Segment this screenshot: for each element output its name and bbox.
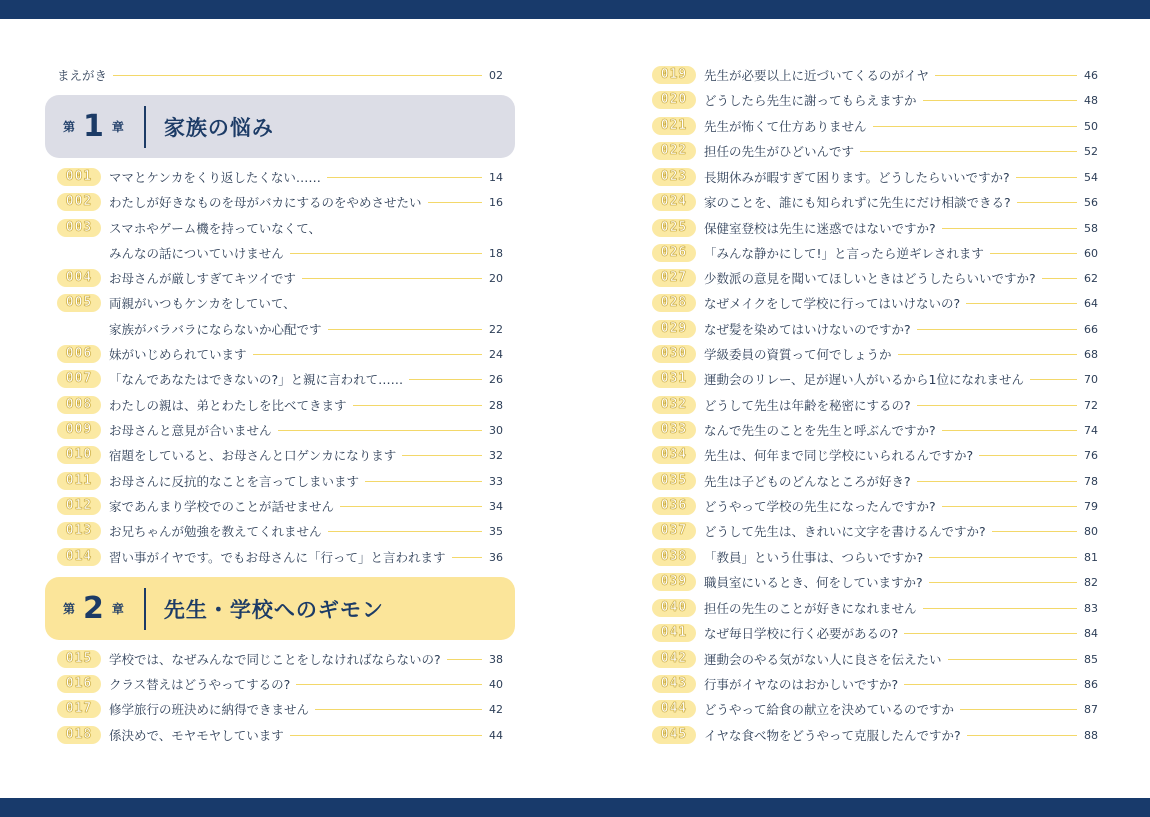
chapter-title: 先生・学校へのギモン (163, 597, 384, 622)
toc-entry[interactable] (652, 471, 1098, 491)
page-number: 22 (489, 322, 503, 336)
toc-entry[interactable] (57, 268, 503, 288)
leader-line (917, 405, 1077, 406)
entry-number-badge: 042 (652, 650, 696, 668)
entry-number-badge: 043 (652, 675, 696, 693)
page-number: 46 (1084, 68, 1098, 82)
toc-entry[interactable] (652, 521, 1098, 541)
toc-entry[interactable] (57, 699, 503, 719)
entry-number-badge: 045 (652, 726, 696, 744)
leader-line (447, 659, 482, 660)
leader-line (409, 379, 482, 380)
page-number: 02 (489, 68, 503, 82)
toc-entry[interactable] (652, 496, 1098, 516)
leader-line (990, 253, 1077, 254)
entry-title: 先生が怖くて仕方ありません (704, 119, 867, 134)
entry-number-badge: 024 (652, 193, 696, 211)
toc-entry[interactable] (57, 496, 503, 516)
entry-number-badge: 015 (57, 650, 101, 668)
toc-entry[interactable] (57, 243, 503, 263)
entry-number-badge: 014 (57, 548, 101, 566)
page-number: 18 (489, 246, 503, 260)
leader-line (923, 100, 1077, 101)
entry-number-badge: 009 (57, 421, 101, 439)
entry-title: 家のことを、誰にも知られずに先生にだけ相談できる? (704, 195, 1011, 210)
leader-line (948, 659, 1077, 660)
page-number: 48 (1084, 93, 1098, 107)
page-number: 42 (489, 702, 503, 716)
leader-line (353, 405, 482, 406)
page-number: 60 (1084, 246, 1098, 260)
toc-entry[interactable] (57, 471, 503, 491)
entry-number-badge: 032 (652, 396, 696, 414)
entry-title: 少数派の意見を聞いてほしいときはどうしたらいいですか? (704, 271, 1036, 286)
entry-title: 宿題をしていると、お母さんと口ゲンカになります (109, 448, 397, 463)
page-number: 56 (1084, 195, 1098, 209)
leader-line (960, 709, 1077, 710)
toc-entry[interactable] (652, 90, 1098, 110)
entry-number-badge: 010 (57, 446, 101, 464)
leader-line (1030, 379, 1077, 380)
page-number: 68 (1084, 347, 1098, 361)
page-number: 50 (1084, 119, 1098, 133)
page-number: 70 (1084, 372, 1098, 386)
page-number: 16 (489, 195, 503, 209)
entry-title: 先生は、何年まで同じ学校にいられるんですか? (704, 448, 974, 463)
toc-entry[interactable] (57, 547, 503, 567)
entry-number-badge: 021 (652, 117, 696, 135)
page-number: 88 (1084, 728, 1098, 742)
page-number: 64 (1084, 296, 1098, 310)
entry-title: 保健室登校は先生に迷惑ではないですか? (704, 221, 936, 236)
leader-line (1017, 202, 1077, 203)
leader-line (942, 228, 1077, 229)
bottom-border-bar (0, 798, 1150, 817)
leader-line (860, 151, 1077, 152)
page-number: 52 (1084, 144, 1098, 158)
leader-line (979, 455, 1077, 456)
entry-number-badge: 018 (57, 726, 101, 744)
entry-number-badge: 004 (57, 269, 101, 287)
page-number: 58 (1084, 221, 1098, 235)
chapter-number: 1 (83, 109, 104, 144)
entry-title: 先生が必要以上に近づいてくるのがイヤ (704, 68, 930, 83)
page-number: 74 (1084, 423, 1098, 437)
entry-number-badge: 016 (57, 675, 101, 693)
page-number: 26 (489, 372, 503, 386)
page-number: 34 (489, 499, 503, 513)
entry-number-badge: 020 (652, 91, 696, 109)
page-number: 83 (1084, 601, 1098, 615)
toc-entry[interactable] (652, 167, 1098, 187)
toc-entry[interactable] (652, 218, 1098, 238)
toc-entry[interactable] (652, 319, 1098, 339)
toc-entry[interactable] (652, 598, 1098, 618)
leader-line (296, 684, 482, 685)
entry-number-badge: 039 (652, 573, 696, 591)
entry-title: スマホやゲーム機を持っていなくて、 (109, 221, 322, 236)
entry-title: 家族がバラバラにならないか心配です (109, 322, 322, 337)
leader-line (917, 329, 1077, 330)
entry-number-badge: 008 (57, 396, 101, 414)
leader-line (290, 735, 482, 736)
page-number: 44 (489, 728, 503, 742)
toc-entry[interactable] (57, 649, 503, 669)
page-number: 28 (489, 398, 503, 412)
entry-title: お母さんが厳しすぎてキツイです (109, 271, 296, 286)
leader-line (935, 75, 1077, 76)
toc-entry[interactable] (652, 547, 1098, 567)
entry-number-badge: 031 (652, 370, 696, 388)
leader-line (1016, 177, 1077, 178)
page-number: 80 (1084, 524, 1098, 538)
toc-entry[interactable] (652, 699, 1098, 719)
toc-entry[interactable] (57, 218, 503, 238)
entry-number-badge (57, 320, 101, 338)
leader-line (327, 177, 482, 178)
leader-line (966, 303, 1077, 304)
page-number: 33 (489, 474, 503, 488)
entry-number-badge: 040 (652, 599, 696, 617)
entry-number-badge: 013 (57, 522, 101, 540)
entry-number-badge: 035 (652, 472, 696, 490)
entry-title: 職員室にいるとき、何をしていますか? (704, 575, 923, 590)
toc-entry[interactable] (652, 395, 1098, 415)
leader-line (428, 202, 482, 203)
entry-title: どうやって学校の先生になったんですか? (704, 499, 936, 514)
entry-title: 学校では、なぜみんなで同じことをしなければならないの? (109, 652, 441, 667)
page-number: 72 (1084, 398, 1098, 412)
leader-line (929, 557, 1077, 558)
leader-line (253, 354, 482, 355)
leader-line (1042, 278, 1077, 279)
entry-number-badge: 002 (57, 193, 101, 211)
page-number: 30 (489, 423, 503, 437)
page-number: 24 (489, 347, 503, 361)
entry-title: なぜ髪を染めてはいけないのですか? (704, 322, 911, 337)
leader-line (904, 633, 1077, 634)
chapter-divider (144, 588, 146, 630)
toc-entry[interactable] (57, 344, 503, 364)
page-number: 32 (489, 448, 503, 462)
entry-number-badge: 001 (57, 168, 101, 186)
chapter-dai: 第 (63, 602, 76, 616)
entry-title: イヤな食べ物をどうやって克服したんですか? (704, 728, 961, 743)
toc-entry[interactable] (57, 167, 503, 187)
leader-line (302, 278, 482, 279)
entry-title: クラス替えはどうやってするの? (109, 677, 291, 692)
chapter-2-banner (45, 577, 515, 640)
toc-entry[interactable] (57, 674, 503, 694)
toc-entry[interactable] (652, 674, 1098, 694)
leader-line (898, 354, 1077, 355)
toc-entry[interactable] (652, 65, 1098, 85)
leader-line (328, 329, 482, 330)
page-number: 14 (489, 170, 503, 184)
toc-entry[interactable] (652, 445, 1098, 465)
page-number: 35 (489, 524, 503, 538)
page-number: 84 (1084, 626, 1098, 640)
page-number: 20 (489, 271, 503, 285)
chapter-sho: 章 (111, 120, 124, 134)
toc-entry[interactable] (652, 192, 1098, 212)
entry-title: わたしの親は、弟とわたしを比べてきます (109, 398, 347, 413)
page-number: 85 (1084, 652, 1098, 666)
entry-number-badge: 006 (57, 345, 101, 363)
chapter-dai: 第 (63, 120, 76, 134)
entry-title: ママとケンカをくり返したくない…… (109, 170, 321, 185)
entry-number-badge: 025 (652, 219, 696, 237)
toc-entry[interactable] (652, 243, 1098, 263)
preface-label: まえがき (57, 68, 108, 83)
entry-number-badge: 007 (57, 370, 101, 388)
toc-entry[interactable] (57, 521, 503, 541)
entry-title: どうやって給食の献立を決めているのですか (704, 702, 955, 717)
entry-title: 担任の先生のことが好きになれません (704, 601, 917, 616)
leader-line (328, 531, 482, 532)
entry-number-badge: 023 (652, 168, 696, 186)
top-border-bar (0, 0, 1150, 19)
toc-entry[interactable] (652, 725, 1098, 745)
entry-title: お母さんと意見が合いません (109, 423, 272, 438)
chapter-divider (144, 106, 146, 148)
entry-title: なぜメイクをして学校に行ってはいけないの? (704, 296, 961, 311)
leader-line (365, 481, 482, 482)
entry-title: どうして先生は年齢を秘密にするの? (704, 398, 911, 413)
entry-number-badge: 012 (57, 497, 101, 515)
entry-number-badge: 026 (652, 244, 696, 262)
entry-title: 先生は子どものどんなところが好き? (704, 474, 911, 489)
toc-entry[interactable] (652, 649, 1098, 669)
entry-title: 運動会のやる気がない人に良さを伝えたい (704, 652, 942, 667)
entry-number-badge: 037 (652, 522, 696, 540)
entry-number-badge: 033 (652, 421, 696, 439)
page-number: 82 (1084, 575, 1098, 589)
entry-number-badge: 027 (652, 269, 696, 287)
toc-entry[interactable] (652, 268, 1098, 288)
entry-title: 「教員」という仕事は、つらいですか? (704, 550, 924, 565)
chapter-sho: 章 (111, 602, 124, 616)
leader-line (290, 253, 482, 254)
toc-entry[interactable] (652, 369, 1098, 389)
entry-title: 家であんまり学校でのことが話せません (109, 499, 335, 514)
entry-title: 長期休みが暇すぎて困ります。どうしたらいいですか? (704, 170, 1010, 185)
entry-title: お母さんに反抗的なことを言ってしまいます (109, 474, 360, 489)
toc-entry[interactable] (652, 293, 1098, 313)
entry-number-badge: 028 (652, 294, 696, 312)
entry-title: みんなの話についていけません (109, 246, 284, 261)
toc-entry[interactable] (57, 293, 503, 313)
entry-title: なんで先生のことを先生と呼ぶんですか? (704, 423, 936, 438)
leader-line (873, 126, 1077, 127)
entry-number-badge: 029 (652, 320, 696, 338)
entry-title: どうしたら先生に謝ってもらえますか (704, 93, 917, 108)
entry-title: 担任の先生がひどいんです (704, 144, 855, 159)
leader-line (340, 506, 482, 507)
toc-entry[interactable] (652, 141, 1098, 161)
page-number: 79 (1084, 499, 1098, 513)
leader-line (942, 506, 1077, 507)
entry-number-badge: 019 (652, 66, 696, 84)
toc-entry[interactable] (57, 319, 503, 339)
entry-number-badge: 003 (57, 219, 101, 237)
entry-number-badge (57, 244, 101, 262)
leader-line (923, 608, 1077, 609)
page-number: 76 (1084, 448, 1098, 462)
page-number: 66 (1084, 322, 1098, 336)
chapter-number: 2 (83, 591, 104, 626)
entry-title: 習い事がイヤです。でもお母さんに「行って」と言われます (109, 550, 446, 565)
leader-line (278, 430, 482, 431)
page-number: 36 (489, 550, 503, 564)
entry-title: どうして先生は、きれいに文字を書けるんですか? (704, 524, 986, 539)
leader-line (917, 481, 1077, 482)
entry-number-badge: 030 (652, 345, 696, 363)
page-number: 62 (1084, 271, 1098, 285)
leader-line (315, 709, 482, 710)
entry-title: 「みんな静かにして!」と言ったら逆ギレされます (704, 246, 984, 261)
page-number: 38 (489, 652, 503, 666)
entry-number-badge: 017 (57, 700, 101, 718)
leader-line (904, 684, 1077, 685)
leader-line (452, 557, 482, 558)
toc-entry[interactable] (57, 420, 503, 440)
leader-line (942, 430, 1077, 431)
page-number: 81 (1084, 550, 1098, 564)
page-number: 54 (1084, 170, 1098, 184)
entry-title: 学級委員の資質って何でしょうか (704, 347, 892, 362)
entry-title: お兄ちゃんが勉強を教えてくれません (109, 524, 322, 539)
toc-entry[interactable] (57, 369, 503, 389)
entry-number-badge: 034 (652, 446, 696, 464)
entry-title: なぜ毎日学校に行く必要があるの? (704, 626, 899, 641)
leader-line (402, 455, 482, 456)
entry-title: 「なんであなたはできないの?」と親に言われて…… (109, 372, 404, 387)
page-number: 78 (1084, 474, 1098, 488)
entry-title: 両親がいつもケンカをしていて、 (109, 296, 296, 311)
toc-entry[interactable] (652, 623, 1098, 643)
leader-line (967, 735, 1077, 736)
toc-entry[interactable] (652, 572, 1098, 592)
entry-title: 運動会のリレー、足が遅い人がいるから1位になれません (704, 372, 1024, 387)
toc-entry[interactable] (57, 395, 503, 415)
page-number: 40 (489, 677, 503, 691)
toc-preface-row[interactable] (57, 65, 503, 85)
entry-title: 行事がイヤなのはおかしいですか? (704, 677, 899, 692)
toc-entry[interactable] (652, 420, 1098, 440)
entry-title: 修学旅行の班決めに納得できません (109, 702, 310, 717)
page-number: 86 (1084, 677, 1098, 691)
toc-entry[interactable] (652, 344, 1098, 364)
toc-entry[interactable] (57, 445, 503, 465)
leader-line (992, 531, 1077, 532)
entry-number-badge: 005 (57, 294, 101, 312)
leader-line (929, 582, 1077, 583)
entry-title: 係決めで、モヤモヤしています (109, 728, 284, 743)
chapter-title: 家族の悩み (163, 115, 274, 140)
leader-line (113, 75, 482, 76)
entry-number-badge: 011 (57, 472, 101, 490)
entry-number-badge: 036 (652, 497, 696, 515)
toc-entry[interactable] (57, 192, 503, 212)
chapter-1-banner (45, 95, 515, 158)
toc-entry[interactable] (57, 725, 503, 745)
entry-title: わたしが好きなものを母がバカにするのをやめさせたい (109, 195, 422, 210)
toc-entry[interactable] (652, 116, 1098, 136)
page-number: 87 (1084, 702, 1098, 716)
entry-number-badge: 038 (652, 548, 696, 566)
entry-number-badge: 041 (652, 624, 696, 642)
entry-number-badge: 044 (652, 700, 696, 718)
entry-title: 妹がいじめられています (109, 347, 247, 362)
entry-number-badge: 022 (652, 142, 696, 160)
